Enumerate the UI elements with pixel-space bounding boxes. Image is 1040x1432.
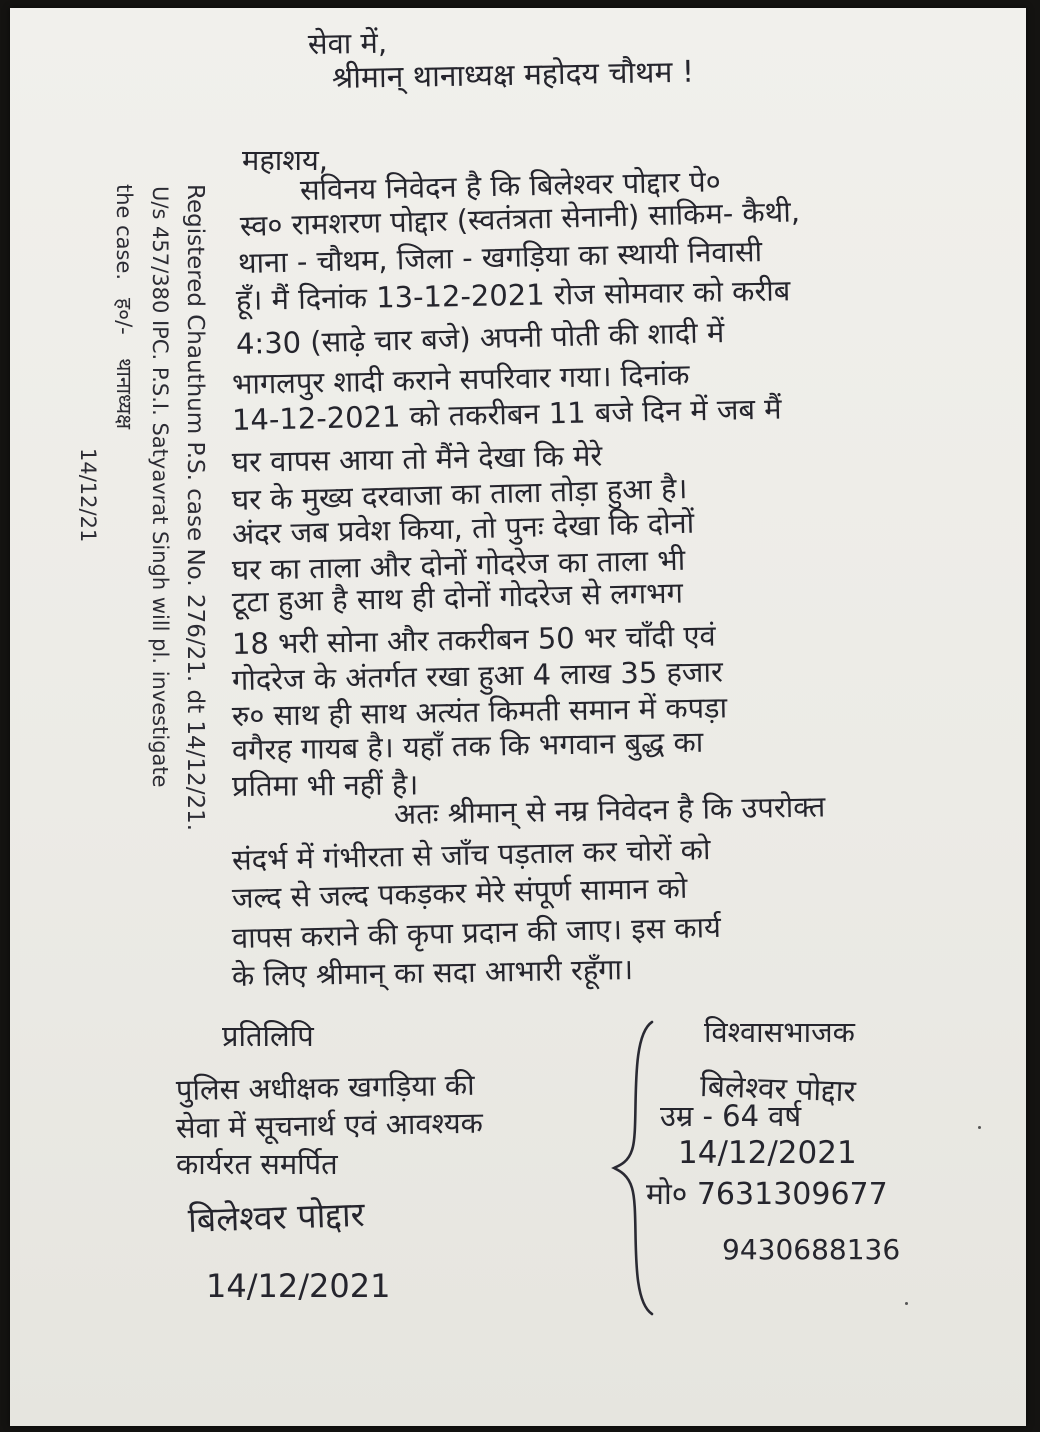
body-line: स्व० रामशरण पोद्दार (स्वतंत्रता सेनानी) साकिम- कैथी, [239,194,801,243]
body-line: वगैरह गायब है। यहाँ तक कि भगवान बुद्ध का [231,724,704,767]
letter-sheet [10,8,1026,1426]
body-line: वापस कराने की कृपा प्रदान की जाए। इस कार्य [231,909,722,955]
copy-date: 14/12/2021 [206,1267,391,1305]
sign-date: 14/12/2021 [678,1135,857,1171]
body-line: घर के मुख्य दरवाजा का ताला तोड़ा हुआ है। [231,471,688,517]
copy-title: प्रतिलिपि [222,1019,314,1053]
sign-mobile-2: 9430688136 [722,1233,901,1266]
body-line: घर का ताला और दोनों गोदरेज का ताला भी [231,542,686,587]
salutation-to: सेवा में, [307,25,388,61]
sign-age: उम्र - 64 वर्ष [660,1099,802,1133]
body-line: के लिए श्रीमान् का सदा आभारी रहूँगा। [231,952,634,993]
body-line: 18 भरी सोना और तकरीबन 50 भर चाँदी एवं [231,618,716,661]
copy-line: पुलिस अधीक्षक खगड़िया की [175,1067,475,1107]
endorsement-designation: थानाध्यक्ष [112,358,136,430]
copy-signature: बिलेश्वर पोद्दार [187,1194,366,1241]
paper-speck [978,1126,981,1129]
addressee: श्रीमान् थानाध्यक्ष महोदय चौथम ! [331,54,695,96]
paper-speck [905,1302,908,1305]
body-line: 4:30 (साढ़े चार बजे) अपनी पोती की शादी में [235,315,725,361]
body-line: थाना - चौथम, जिला - खगड़िया का स्थायी निवासी [237,234,763,280]
body-line: रु० साथ ही साथ अत्यंत किमती समान में कपड़ा [231,690,728,733]
sign-mobile-1: मो० 7631309677 [646,1177,888,1212]
body-line: संदर्भ में गंभीरता से जाँच पड़ताल कर चोरों को [231,832,711,877]
greeting: महाशय, [242,143,329,177]
endorsement-signature: ह०/- [112,298,136,335]
endorsement-line-3: the case. [112,184,136,281]
body-line: प्रतिमा भी नहीं है। [231,767,419,803]
body-line: 14-12-2021 को तकरीबन 11 बजे दिन में जब मैं [231,391,782,437]
body-line: भागलपुर शादी कराने सपरिवार गया। दिनांक [231,357,690,401]
copy-line: कार्यरत समर्पित [176,1147,338,1181]
body-line: सविनय निवेदन है कि बिलेश्वर पोद्दार पे० [299,164,722,207]
endorsement-line-2: U/s 457/380 IPC. P.S.I. Satyavrat Singh will pl. investigate [148,186,172,788]
body-line: अतः श्रीमान् से नम्र निवेदन है कि उपरोक्त [393,789,826,831]
body-line: अंदर जब प्रवेश किया, तो पुनः देखा कि दोनों [231,505,695,551]
body-line: घर वापस आया तो मैंने देखा कि मेरे [231,438,603,479]
body-line: टूटा हुआ है साथ ही दोनों गोदरेज से लगभग [231,575,684,619]
sign-name: बिलेश्वर पोद्दार [699,1069,857,1110]
endorsement-date: 14/12/21 [76,448,100,543]
body-line: गोदरेज के अंतर्गत रखा हुआ 4 लाख 35 हजार [231,654,724,697]
sign-title: विश्वासभाजक [704,1015,855,1049]
copy-line: सेवा में सूचनार्थ एवं आवश्यक [175,1105,484,1145]
endorsement-line-1: Registered Chauthum P.S. case No. 276/21. dt 14/12/21. [182,184,208,832]
body-line: जल्द से जल्द पकड़कर मेरे संपूर्ण सामान को [231,870,688,915]
curly-brace [610,1018,670,1318]
body-line: हूँ। मैं दिनांक 13-12-2021 रोज सोमवार को करीब [235,273,791,317]
